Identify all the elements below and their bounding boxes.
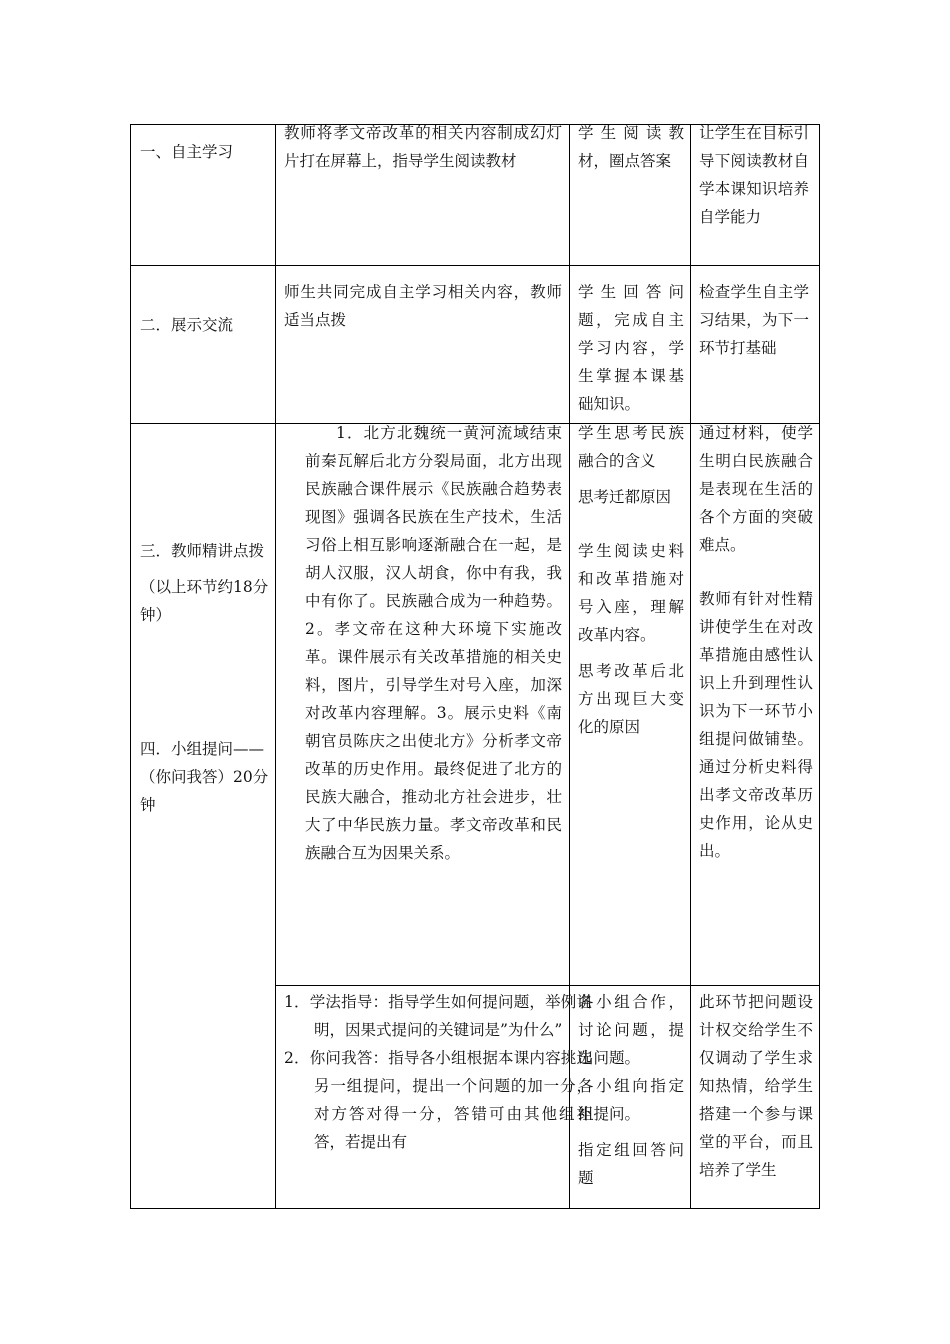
student-activity-item: 学生思考民族融合的含义 (578, 424, 684, 470)
student-activity-item: 思考迁都原因 (578, 488, 672, 506)
stage-self-study (140, 138, 268, 166)
student-activity-item: 各小组向指定组提问。 (578, 1077, 684, 1123)
design-intent-item: 教师有针对性精讲使学生在对改革措施由感性认识上升到理性认识为下一环节小组提问做铺垫。通过分析史料得出孝文帝改革历史作用，论从史出。 (699, 590, 813, 860)
student-activity-item: 学生阅读史料和改革措施对号入座，理解改革内容。 (578, 542, 684, 644)
column-divider-1 (275, 124, 276, 1209)
row-divider-3 (275, 985, 820, 986)
teacher-activity-item: 2．你问我答：指导各小组根据本课内容挑选另一组提问，提出一个问题的加一分，对方答对得一分，答错可由其他组补答，若提出有 (284, 1049, 592, 1151)
design-intent-cell (699, 119, 809, 231)
teacher-activity-cell (284, 988, 592, 1156)
teacher-activity-cell (284, 278, 562, 334)
teacher-activity-cell (305, 419, 562, 867)
student-activity-text: 学生阅读教材，圈点答案 (578, 124, 684, 170)
column-divider-3 (690, 124, 691, 1209)
stage-label: 一、自主学习 (140, 143, 234, 161)
stage-label-group-question: 四．小组提问——（你问我答）20分钟 (140, 740, 269, 814)
student-activity-cell (578, 119, 684, 175)
stage-presentation (140, 311, 268, 339)
design-intent-cell (699, 419, 813, 865)
teacher-activity-item: 1．学法指导：指导学生如何提问题，举例说明，因果式提问的关键词是”为什么” (284, 993, 592, 1039)
teacher-activity-cell (284, 119, 562, 175)
table-border-right (819, 124, 820, 1209)
row-divider-1 (130, 265, 820, 266)
design-intent-cell (699, 988, 813, 1208)
stage-cell-merged (140, 537, 270, 819)
teacher-activity-text: 教师将孝文帝改革的相关内容制成幻灯片打在屏幕上，指导学生阅读教材 (284, 124, 562, 170)
student-activity-cell (578, 278, 684, 418)
student-activity-item: 思考改革后北方出现巨大变化的原因 (578, 662, 684, 736)
stage-time-note: （以上环节约18分钟） (140, 578, 269, 624)
design-intent-text: 让学生在目标引导下阅读教材自学本课知识培养自学能力 (699, 124, 809, 226)
table-border-bottom (130, 1208, 820, 1209)
stage-label: 二．展示交流 (140, 316, 234, 334)
design-intent-text: 检查学生自主学习结果，为下一环节打基础 (699, 283, 809, 357)
teacher-activity-text: 1．北方北魏统一黄河流域结束前秦瓦解后北方分裂局面，北方出现民族融合课件展示《民族融合趋势表现图》强调各民族在生产技术，生活习俗上相互影响逐渐融合在一起，是胡人汉服，汉人胡食，你中有我，我中有你了。民族融合成为一种趋势。2。孝文帝在这种大环境下实施改革。课件展示有关改革措施的相关史料，图片，引导学生对号入座，加深对改革内容理解。3。展示史料《南朝官员陈庆之出使北方》分析孝文帝改革的历史作用。最终促进了北方的民族大融合，推动北方社会进步，壮大了中华民族力量。孝文帝改革和民族融合互为因果关系。 (305, 424, 562, 862)
stage-label-lecture: 三．教师精讲点拨 (140, 542, 265, 560)
student-activity-item: 指定组回答问题 (578, 1141, 684, 1187)
design-intent-text: 此环节把问题设计权交给学生不仅调动了学生求知热情，给学生搭建一个参与课堂的平台，而且培养了学生 (699, 993, 813, 1179)
design-intent-cell (699, 278, 809, 362)
student-activity-text: 学生回答问题，完成自主学习内容，学生掌握本课基础知识。 (578, 283, 684, 413)
student-activity-cell (578, 988, 684, 1192)
table-border-left (130, 124, 131, 1209)
teacher-activity-text: 师生共同完成自主学习相关内容，教师适当点拨 (284, 283, 562, 329)
student-activity-cell (578, 419, 684, 741)
design-intent-item: 通过材料，使学生明白民族融合是表现在生活的各个方面的突破难点。 (699, 424, 813, 554)
student-activity-item: 各小组合作，讨论问题，提出问题。 (578, 993, 684, 1067)
